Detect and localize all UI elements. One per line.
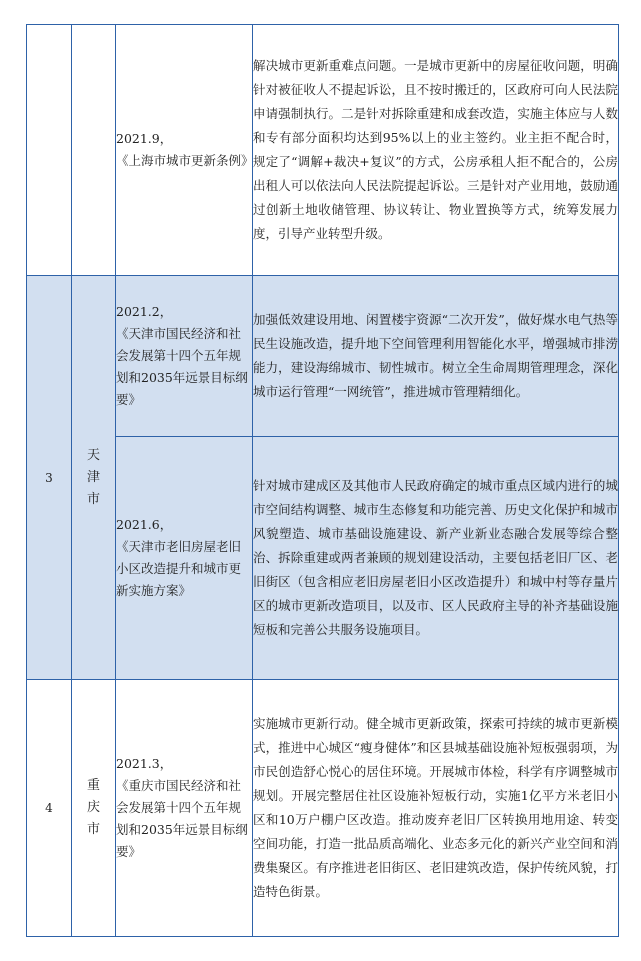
table-row xyxy=(27,437,619,680)
policy-table xyxy=(26,24,619,937)
policy-date: 2021.2， xyxy=(116,304,173,319)
policy-description: 加强低效建设用地、闲置楼宇资源“二次开发”，做好煤水电气热等民生设施改造，提升地下空间管理利用智能化水平，增强城市排涝能力，建设海绵城市、韧性城市。树立全生命周期管理理念，深化城市运行管理“一网统管”，推进城市管理精细化。 xyxy=(253,276,619,437)
policy-name: 《天津市国民经济和社会发展第十四个五年规划和2035年远景目标纲要》 xyxy=(116,326,248,407)
table-row xyxy=(27,276,619,437)
row-number: 4 xyxy=(27,680,72,937)
policy-date: 2021.6， xyxy=(116,517,173,532)
policy-date: 2021.3， xyxy=(116,756,173,771)
policy-description: 解决城市更新重难点问题。一是城市更新中的房屋征收问题，明确针对被征收人不提起诉讼，且不按时搬迁的，区政府可向人民法院申请强制执行。二是针对拆除重建和成套改造，实施主体应与人数和专有部分面积均达到95%以上的业主签约。业主拒不配合时，规定了“调解+裁决+复议”的方式，公房承租人拒不配合的，公房出租人可以依法向人民法院提起诉讼。三是针对产业用地，鼓励通过创新土地收储管理、协议转让、物业置换等方式，统筹发展力度，引导产业转型升级。 xyxy=(253,25,619,276)
table-row xyxy=(27,25,619,276)
policy-title xyxy=(116,680,253,937)
city-name: 重庆市 xyxy=(72,680,116,937)
policy-name: 《上海市城市更新条例》 xyxy=(116,153,254,168)
row-number: 3 xyxy=(27,276,72,680)
policy-date: 2021.9， xyxy=(116,131,173,146)
table-row xyxy=(27,680,619,937)
policy-name: 《重庆市国民经济和社会发展第十四个五年规划和2035年远景目标纲要》 xyxy=(116,778,248,859)
policy-name: 《天津市老旧房屋老旧小区改造提升和城市更新实施方案》 xyxy=(116,539,242,598)
row-number xyxy=(27,25,72,276)
policy-description: 针对城市建成区及其他市人民政府确定的城市重点区域内进行的城市空间结构调整、城市生态修复和功能完善、历史文化保护和城市风貌塑造、城市基础设施建设、新产业新业态融合发展等综合整治、拆除重建或两者兼顾的规划建设活动，主要包括老旧厂区、老旧街区（包含相应老旧房屋老旧小区改造提升）和城中村等存量片区的城市更新改造项目，以及市、区人民政府主导的补齐基础设施短板和完善公共服务设施项目。 xyxy=(253,437,619,680)
policy-title xyxy=(116,25,253,276)
policy-title xyxy=(116,276,253,437)
city-name xyxy=(72,25,116,276)
policy-title xyxy=(116,437,253,680)
policy-description: 实施城市更新行动。健全城市更新政策，探索可持续的城市更新模式，推进中心城区“瘦身健体”和区县城基础设施补短板强弱项，为市民创造舒心悦心的居住环境。开展城市体检，科学有序调整城市规划。开展完整居住社区设施补短板行动，实施1亿平方米老旧小区和10万户棚户区改造。推动废弃老旧厂区转换用地用途、转变空间功能，打造一批品质高端化、业态多元化的新兴产业空间和消费集聚区。有序推进老旧街区、老旧建筑改造，保护传统风貌，打造特色街景。 xyxy=(253,680,619,937)
city-name: 天津市 xyxy=(72,276,116,680)
